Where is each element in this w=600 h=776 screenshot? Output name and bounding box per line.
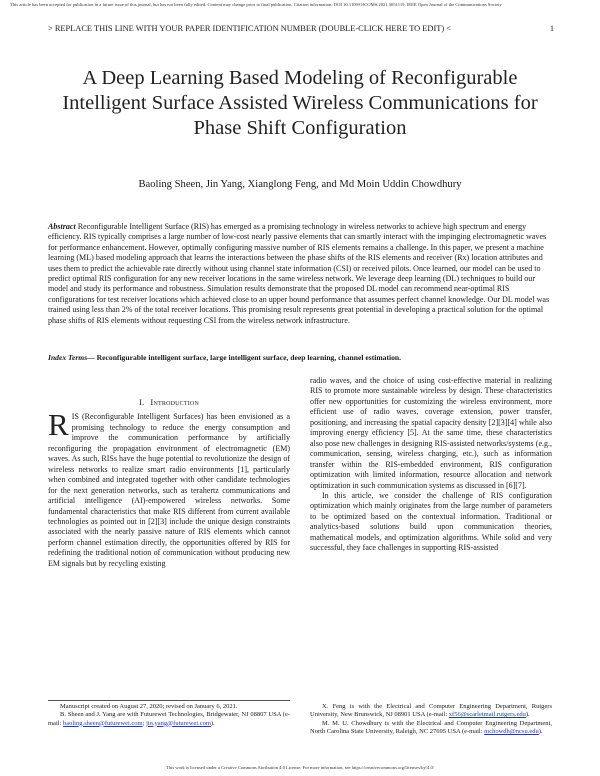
abstract-label: Abstract xyxy=(48,222,76,231)
index-terms-label: Index Terms xyxy=(48,353,88,362)
footnote-feng-text: X. Feng is with the Electrical and Computer Engineering Department, Rutgers University, New Brunswick, NJ 08901 USA (e-mail: xyxy=(310,703,552,719)
footnotes-left xyxy=(48,700,290,728)
license-notice: This work is licensed under a Creative Commons Attribution 4.0 License. For more information, see https://creativecommons.org/licenses/by/4.0/ xyxy=(165,765,435,770)
running-head xyxy=(48,24,554,34)
email-link-yang[interactable]: jin.yang@futurewei.com xyxy=(146,719,211,727)
footnote-manuscript: Manuscript created on August 27, 2020; revised on January 6, 2021. xyxy=(60,703,238,710)
intro-paragraph-1-continued: radio waves, and the choice of using cost-effective material in realizing RIS to promote more sustainable wireless by design. These characteristics offer new opportunities for customizing the wireless environment, more efficient use of radio waves, coverage extension, power transfer, positioning, and increasing the spatial capacity density [2][3][4] while also improving energy efficiency [5]. At the same time, these characteristics also pose new challenges in designing RIS-assisted networks/systems (e.g., communication, sensing, wireless charging, etc.), such as information transfer within the RIS-embedded environment, RIS configuration optimization with limited information, resource allocation and network optimization in such communication systems as discussed in [6][7]. xyxy=(310,376,552,490)
index-terms-text: Reconfigurable intelligent surface, large intelligent surface, deep learning, channel estimation. xyxy=(96,353,402,362)
abstract xyxy=(48,222,552,326)
paper-title: A Deep Learning Based Modeling of Reconfigurable Intelligent Surface Assisted Wireless Communications for Phase Shift Configuration xyxy=(62,67,538,139)
journal-notice: This article has been accepted for publication in a future issue of this journal, but has not been fully edited. Content may change prior to final publication. Citation information: DOI 10.1109/OJCOMS.2021.3051119, IEEE Open Journal of the Communications Society xyxy=(10,2,502,7)
footnote-sheen-yang-text: B. Sheen and J. Yang are with Futurewei Technologies, Bridgewater, NJ 08807 USA (e-mail: xyxy=(48,711,290,727)
author-list: Baoling Sheen, Jin Yang, Xianglong Feng, and Md Moin Uddin Chowdhury xyxy=(138,179,462,190)
intro-paragraph-1-text: IS (Reconfigurable Intelligent Surfaces) has been envisioned as a promising technology to reduce the energy consumption and improve the communication performance by artificially reconfiguring the propagation environment of electromagnetic (EM) waves. As such, RISs have the huge potential to revolutionize the design of wireless networks to realize smart radio environments [1], particularly when combined and integrated together with other candidate technologies for the next generation networks, such as terahertz communications and artificial intelligence (AI)-empowered wireless networks. Some fundamental characteristics that make RIS different from current available technologies as pointed out in [2][3] include the unique design constraints associated with the nearly passive nature of RIS elements which cannot perform channel estimation directly, the opportunities offered by RIS for redefining the traditional notion of communication without producing new EM signals but by recycling existing xyxy=(48,412,290,568)
right-column xyxy=(310,376,552,554)
index-terms xyxy=(48,353,552,363)
page-number: 1 xyxy=(549,24,554,33)
intro-paragraph-1 xyxy=(48,407,290,569)
footnote-close: ). xyxy=(538,727,543,735)
footnote-chowdhury xyxy=(310,720,552,737)
section-heading xyxy=(48,397,290,407)
section-title: Introduction xyxy=(150,397,199,407)
left-column xyxy=(48,393,290,569)
drop-cap: R xyxy=(48,407,69,443)
email-link-feng[interactable]: xf56@scarletmail.rutgers.edu xyxy=(448,711,526,719)
footnotes-right xyxy=(310,703,552,736)
running-head-text: > REPLACE THIS LINE WITH YOUR PAPER IDENTIFICATION NUMBER (DOUBLE-CLICK HERE TO EDIT) < xyxy=(48,24,451,33)
intro-paragraph-2: In this article, we consider the challenge of RIS configuration optimization which mainly originates from the large number of parameters to be optimized based on the contextual information. Traditional or analytics-based solutions build upon communication theories, mathematical models, and optimization algorithms. While solid and very successful, they face challenges in supporting RIS-assisted xyxy=(310,490,552,553)
index-terms-dash: — xyxy=(87,353,95,362)
section-number: I. xyxy=(138,397,145,407)
abstract-text: Reconfigurable Intelligent Surface (RIS) has emerged as a promising technology in wireless networks to achieve high spectrum and energy efficiency. RIS typically comprises a large number of low-cost nearly passive elements that can smartly interact with the impinging electromagnetic waves for performance enhancement. However, optimally configuring massive number of RIS elements remains a challenge. In this paper, we present a machine learning (ML) based modeling approach that learns the interactions between the phase shifts of the RIS elements and receiver (Rx) location attributes and uses them to predict the achievable rate directly without using channel state information (CSI) or received pilots. Once learned, our model can be used to predict optimal RIS configuration for any new receiver locations in the same wireless network. We leverage deep learning (DL) techniques to build our model and study its performance and robustness. Simulation results demonstrate that the proposed DL model can recommend near-optimal RIS configurations for test receiver locations which achieved close to an upper bound performance that assumes perfect channel knowledge. Our DL model was trained using less than 2% of the total receiver locations. This promising result represents great potential in developing a practical solution for the optimal phase shifts of RIS elements without requesting CSI from the wireless network infrastructure. xyxy=(48,222,550,325)
email-link-chowdhury[interactable]: mchowdh@ncsu.edu xyxy=(484,727,539,735)
footnote-sheen-yang xyxy=(48,711,290,728)
footnote-close: ). xyxy=(210,719,215,727)
footnote-chowdhury-text: M. M. U. Chowdhury is with the Electrical and Computer Engineering Department, North Carolina State University, Raleigh, NC 27695 USA (e-mail: xyxy=(310,719,552,735)
email-separator: ; xyxy=(142,719,147,727)
email-link-sheen[interactable]: baoling.sheen@futurewei.com xyxy=(62,719,143,727)
footnote-feng xyxy=(310,703,552,720)
footnote-close: ). xyxy=(525,711,530,719)
